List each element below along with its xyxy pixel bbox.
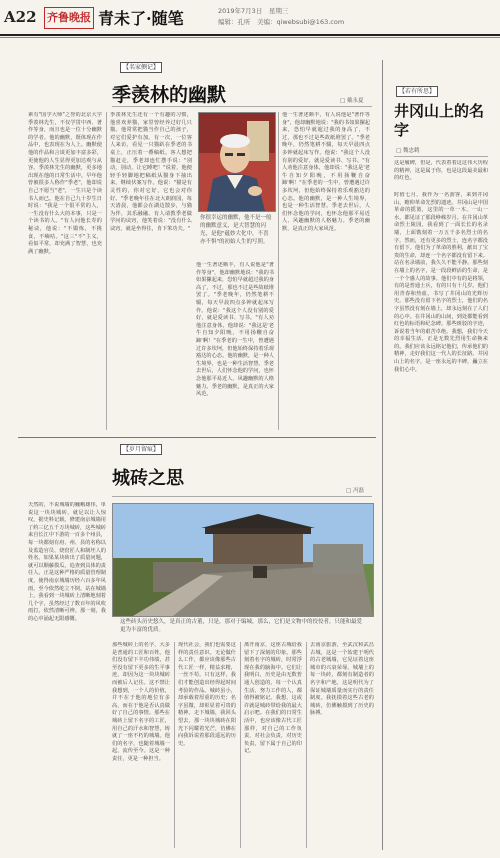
page-header	[0, 0, 500, 40]
article1-title-rule	[112, 106, 372, 107]
city-wall-caption: 这些砖头历史悠久，是真正的古董，只是，那对于编城，那么，它们是文物中的佼佼者，只能和最爱更为丰富的优质。	[120, 619, 363, 633]
article1-column-3: 他一生著述颇丰，有人说他是"著作等身"，他却幽默地说："我的书如果摞起来，恐怕早就超过我的身高了，不过，那也不过是些故纸堆罢了。"季老晚年，仍然笔耕不辍，每天早晨四点多钟就起床写作。他说："我这个人没有别的爱好，就是爱读书、写书。"有人劝他注意身体，他却说："我这是'老牛自知夕阳晚，不用扬鞭自奋蹄'啊！"在季老的一生中，曾遭遇过许多坎坷，但他始终保持着乐观豁达的心态。他的幽默，是一种人生境界，也是一种生活智慧。季老去世后，人们怀念他的学问，也怀念他那平易近人、风趣幽默的人格魅力。季老的幽默，是真正的大家风范。	[282, 112, 370, 232]
article3-column-4: 离开南京，这座古城给我留下了深刻的印象。那些刻着名字的城砖，时常浮现在我的脑海中。它们让我明白，历史是由无数普通人创造的，每一个认真生活、努力工作的人，都值得被铭记。我想，这或许就是城砖带给我的最大启示吧。在我们的日常生活中，也应该像古代工匠那样，对自己的工作负责，对社会负责，对历史负责，留下属于自己的印记。	[244, 642, 302, 755]
portrait-photo	[198, 112, 276, 212]
article3-column-1: 天然的，不说城墙的巍峨雄伟，单说这一块块城砖，就足以让人惊叹。据史料记载，修建南京城墙用了约三亿五千万块城砖，这些城砖来自长江中下游的一百多个州县，每一块都刻有府、州、县的名称以及监造官员、烧窑匠人和制坯人的姓名。如果某块砖出了质量问题，就可以顺藤摸瓜，追查到具体的责任人。正是这种严格的质量管理制度，使得南京城墙历经六百多年风雨，至今依然屹立不倒。站在城墙上，我看到一块城砖上清晰地刻着几个字，虽然经过了数百年的风吹雨打，依然清晰可辨。那一刻，我的心中涌起无限感慨。	[28, 502, 106, 622]
article2-intro: 这是履碑，但是，代表着着这这伟大历程的精神，这是属于你，也是这段最美最和的红色。	[394, 160, 488, 182]
column-divider	[174, 642, 175, 848]
city-wall-photo	[112, 503, 374, 617]
city-wall-image	[113, 504, 373, 616]
article3-title-rule	[112, 496, 372, 497]
editor-credits: 编辑：孔听 美编：qiwebsubi@163.com	[218, 18, 345, 26]
page-number: A22	[4, 8, 37, 26]
column-divider	[306, 642, 307, 848]
article3-column-2: 那些城砖上的名字，大多是普通的工匠和百姓。他们没有留下丰功伟绩，甚至没有留下更多的生平事迹，却因为这一块块城砖而被后人记住。这不禁让我想到，一个人的价值，并不在于他的地位有多高，而在于他是否认真做好了自己的事情。那些在城砖上留下名字的工匠，用自己的汗水和智慧，铸就了一座不朽的城墙。他们的名字，也随着城墙一起，流传至今。这是一种责任，更是一种担当。	[112, 642, 170, 762]
column-divider	[106, 112, 107, 430]
article2-tag: 【若有所思】	[396, 86, 438, 97]
article1-byline: □ 戴永夏	[340, 98, 364, 104]
header-rule-thin	[0, 37, 500, 38]
article2-byline: □ 魏忠鹤	[396, 148, 420, 154]
section-title: 青未了·随笔	[98, 9, 184, 28]
article1-column-2: 季羡林先生还有一个有趣的习惯，他喜欢养猫，家里曾经养过好几只猫。他常常把猫当作自己的孩子，对它们爱护有加。有一次，一位客人来访，看见一只猫趴在季老的书桌上，正压着一叠稿纸。客人想把猫赶走，季老却连忙摆手说："别动，别动，让它睡吧！"说着，他便轻手轻脚地把稿纸从猫身下抽出来，继续伏案写作。他说："猫是有灵性的，你对它好，它也会对你好。"季老晚年住在北大朗润园，每天清晨，他都会在湖边散步，与猫为伴，其乐融融。有人请教季老做学问的诀窍，他笑着说："没有什么诀窍，就是坐得住，肯下笨功夫。"	[110, 112, 192, 232]
article2-body: 时值七月，我作为一名游客，来到井冈山，瞻仰革命先烈的遗迹。井冈山是中国革命的摇篮，这里的一草一木、一山一水，都见证了那段峥嵘岁月。在井冈山革命烈士陵园，我看到了一面长长的名录墙，上面镌刻着一万五千多名烈士的名字。然而，还有更多的烈士，连名字都没有留下。他们为了革命的胜利，献出了宝贵的生命，却连一个名字都没有留下来。站在名录墙前，我久久不能平静。那些刻在墙上的名字，是一段段鲜活的生命，是一个个感人的故事。他们中有的是将领，有的是普通士兵，有的只有十几岁。他们用青春和热血，书写了井冈山的光辉历史。那些没有留下名字的烈士，他们的名字虽然没有刻在墙上，却永远刻在了人们的心中。在井冈山的山间，到处都能看到红色的标语和纪念碑。那些斑驳的字迹，诉说着当年的艰苦卓绝。我想，我们今天的幸福生活，正是无数先烈用生命换来的。我们应该永远铭记他们，传承他们的精神，走好我们这一代人的长征路。井冈山上的名字，是一座永远的丰碑，矗立在我们心中。	[394, 192, 488, 373]
issue-date: 2019年7月3日 星期三	[218, 7, 289, 15]
right-column-rule	[382, 60, 383, 850]
article3-column-3: 现代社会，我们也需要这样的责任意识。无论做什么工作，都应该像那些古代工匠一样，精益求精，一丝不苟。只有这样，我们才能创造出经得起时间考验的作品。城砖虽小，却承载着厚重的历史；名字虽微，却彰显着可贵的精神。走下城墙，我回头望去，那一块块城砖在阳光下闪耀着光芒，仿佛在向我诉说着那段遥远的历史。	[178, 642, 236, 747]
column-divider	[240, 642, 241, 848]
article1-column-3a: 他一生著述颇丰，有人说他是"著作等身"，他却幽默地说："我的书如果摞起来，恐怕早就超过我的身高了，不过，那也不过是些故纸堆罢了。"季老晚年，仍然笔耕不辍，每天早晨四点多钟就起床写作。他说："我这个人没有别的爱好，就是爱读书、写书。"有人劝他注意身体，他却说："我这是'老牛自知夕阳晚，不用扬鞭自奋蹄'啊！"在季老的一生中，曾遭遇过许多坎坷，但他始终保持着乐观豁达的心态。他的幽默，是一种人生境界，也是一种生活智慧。季老去世后，人们怀念他的学问，也怀念他那平易近人、风趣幽默的人格魅力。季老的幽默，是真正的大家风范。	[196, 262, 274, 398]
portrait-image	[199, 113, 275, 211]
article2-title: 井冈山上的名字	[394, 102, 485, 139]
article2-title-rule	[394, 156, 488, 157]
article3-title: 城砖之思	[112, 468, 184, 489]
portrait-caption: 你很幸运的幽默，他不是一般的幽默意义，是大智慧的闪光，是他"蕴妙大化中，不喜亦不惧"的初始人生的写照。	[200, 215, 272, 245]
newspaper-logo: 齐鲁晚报	[44, 7, 94, 29]
article1-tag: 【名家侧记】	[120, 62, 162, 73]
header-rule	[0, 34, 500, 36]
article3-byline: □ 冯磊	[346, 488, 364, 494]
article1-title: 季羡林的幽默	[112, 84, 227, 106]
article3-tag: 【岁月留痕】	[120, 444, 162, 455]
article3-column-5: 去南京旅游，至武汉和武昌古城，这是一个始建于明代的古老城墙，它见证着这座城市的兴衰荣辱。城墙上的每一块砖，都刻有制造者的名字和产地，这是明代为了保证城墙质量而实行的责任制度。我抚摸着这些古老的城砖，仿佛触摸到了历史的脉搏。	[310, 642, 374, 717]
article1-column-1: 素有"国学大师"之誉的北京大学季羡林先生，不仅学贯中西、著作等身，而且也是一位十分幽默的学者。他的幽默，既体现在作品中，也表现在为人上。幽默使他的作品和言谈更加丰富多彩，更使他的人生显得更加达观与从容。季羡林先生的幽默，更多地出现在他的日常生活中。早年他曾被很多人称作"季老"，他却说自己不愿当"老"，一生只是个读书人而已。他在自己九十岁生日时说："我是一个很平常的人，一生没有什么大的本事，只是一个读书的人。"有人问他长寿的秘诀，他说："不锻炼，不挑食，不嘀咕。"这三"不"主义，看似平常，却充满了智慧，也充满了幽默。	[28, 112, 102, 255]
section-divider	[18, 437, 376, 438]
column-divider	[278, 112, 279, 430]
